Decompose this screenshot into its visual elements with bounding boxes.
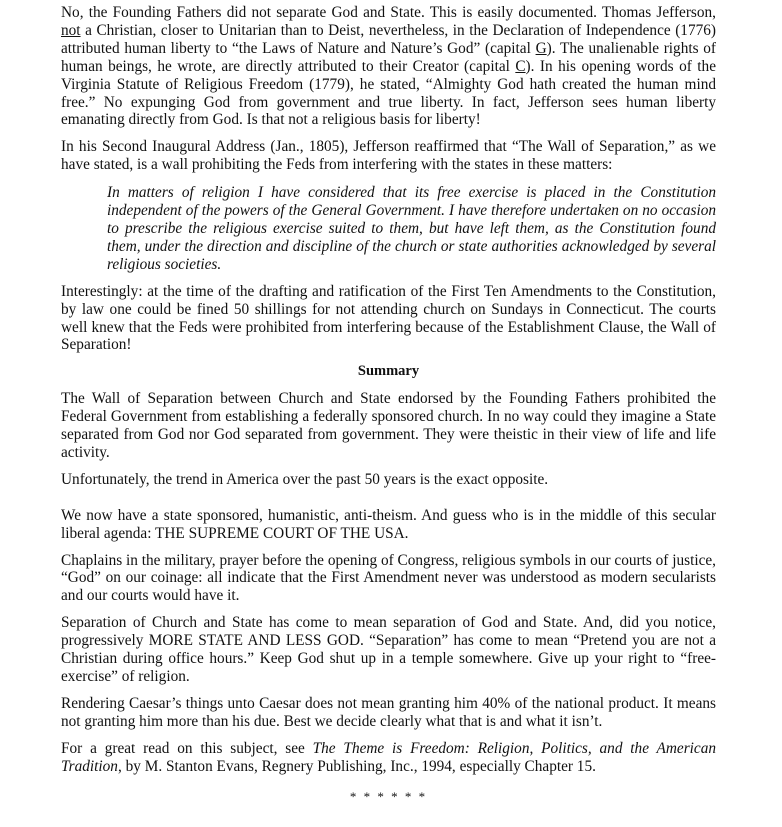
paragraph-summary-5: Separation of Church and State has come to mean separation of God and State. And, did you notice, progressively MORE STATE AND LESS GOD. “Separation” has come to mean “Pretend you are not a Christian during office hours.” Keep God shut up in a temple somewhere. Give up your right to “free-exercise” of religion. (61, 614, 716, 685)
paragraph-jefferson (61, 4, 716, 129)
text-run: ). In his opening words of the Virginia Statute of Religious Freedom (1779), he stated, “Almighty God hath created the human mind free.” No expunging God from government and true liberty. In fact, Jefferson sees human liberty emanating directly from God. Is that not a religious basis for liberty! (61, 57, 716, 129)
paragraph-summary-3: We now have a state sponsored, humanistic, anti-theism. And guess who is in the middle of this secular liberal agenda: THE SUPREME COURT OF THE USA. (61, 506, 716, 542)
text-run: a Christian, closer to Unitarian than to Deist, nevertheless, in the Declaration of Independence (1776) attributed human liberty to “the Laws of Nature and Nature’s God” (capital (61, 21, 716, 57)
paragraph-reference (61, 740, 716, 776)
book-title: The Theme is Freedom: Religion, Politics, and the American Tradition (61, 739, 717, 775)
paragraph-summary-1: The Wall of Separation between Church and State endorsed by the Founding Fathers prohibited the Federal Government from establishing a federally sponsored church. In no way could they imagine a State separated from God nor God separated from government. They were theistic in their view of life and life activity. (61, 390, 716, 461)
text-run: , by M. Stanton Evans, Regnery Publishing, Inc., 1994, especially Chapter 15. (117, 757, 596, 775)
underlined-word-not: not (61, 21, 81, 39)
paragraph-summary-2: Unfortunately, the trend in America over the past 50 years is the exact opposite. (61, 470, 549, 488)
paragraph-second-inaugural: In his Second Inaugural Address (Jan., 1805), Jefferson reaffirmed that “The Wall of Separation,” as we have stated, is a wall prohibiting the Feds from interfering with the states in these matters: (61, 138, 716, 174)
end-mark: * * * * * * (349, 788, 428, 804)
block-quote: In matters of religion I have considered that its free exercise is placed in the Constitution independent of the powers of the General Government. I have therefore undertaken on no occasion to prescribe the religious exercise suited to them, but have left them, as the Constitution found them, under the direction and discipline of the church or state authorities acknowledged by several religious societies. (107, 184, 716, 273)
paragraph-summary-6: Rendering Caesar’s things unto Caesar does not mean granting him 40% of the national product. It means not granting him more than his due. Best we decide clearly what that is and what it isn’t. (61, 694, 716, 730)
text-run: No, the Founding Fathers did not separate God and State. This is easily documented. Thomas Jefferson, (61, 4, 716, 21)
text-run: For a great read on this subject, see (61, 739, 313, 757)
underlined-letter-g: G (535, 39, 547, 57)
paragraph-connecticut: Interestingly: at the time of the drafting and ratification of the First Ten Amendments to the Constitution, by law one could be fined 50 shillings for not attending church on Sundays in Connecticut. The courts well knew that the Feds were prohibited from interfering because of the Establishment Clause, the Wall of Separation! (61, 282, 716, 354)
section-heading-summary: Summary (357, 363, 420, 380)
text-run: ). The unalienable rights of human beings, he wrote, are directly attributed to their Creator (capital (61, 39, 717, 75)
underlined-letter-c: C (515, 57, 526, 75)
paragraph-summary-4: Chaplains in the military, prayer before the opening of Congress, religious symbols in our courts of justice, “God” on our coinage: all indicate that the First Amendment never was understood as modern secularists and our courts would have it. (61, 551, 716, 605)
